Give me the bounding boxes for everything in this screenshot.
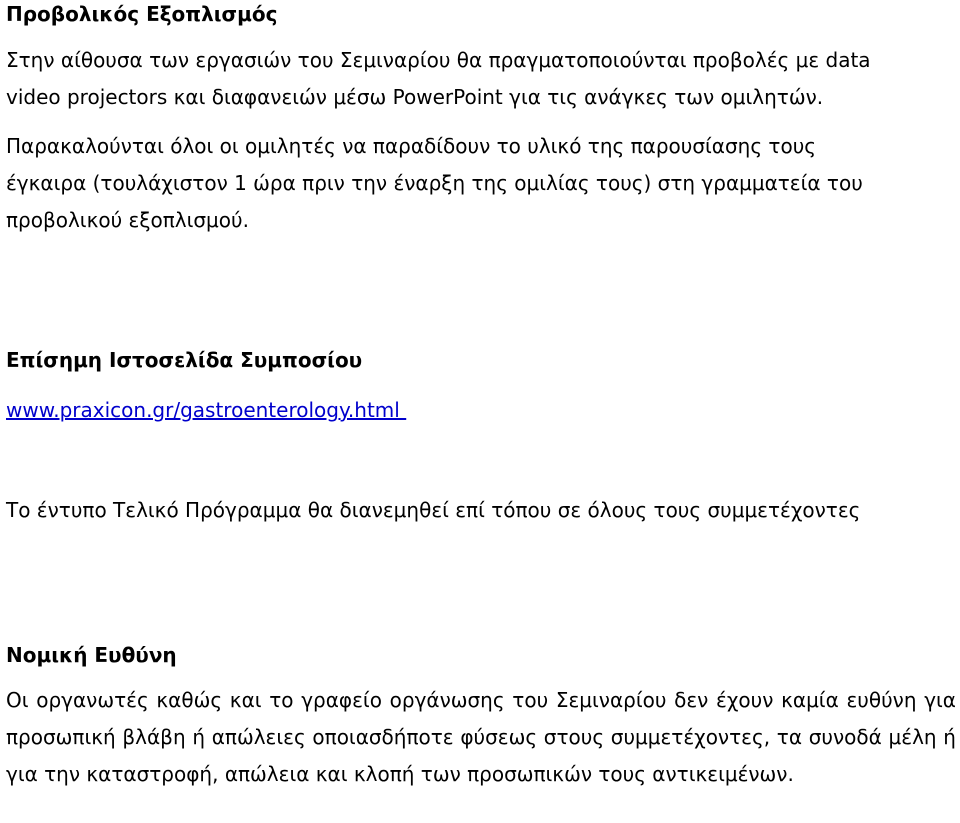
speakers-instructions-line: προβολικού εξοπλισμού. [6, 208, 249, 232]
projection-paragraph [6, 42, 871, 116]
projection-equipment-heading: Προβολικός Εξοπλισμός [6, 2, 278, 26]
speakers-instructions-paragraph [6, 128, 863, 239]
projection-paragraph-line: Στην αίθουσα των εργασιών του Σεμιναρίου θα πραγματοποιούνται προβολές με data [6, 48, 871, 72]
projection-paragraph-line: video projectors και διαφανειών μέσω PowerPoint για τις ανάγκες των ομιλητών. [6, 85, 824, 109]
official-website-heading: Επίσημη Ιστοσελίδα Συμποσίου [6, 348, 363, 372]
final-program-note: Το έντυπο Τελικό Πρόγραμμα θα διανεμηθεί επί τόπου σε όλους τους συμμετέχοντες [6, 498, 861, 522]
speakers-instructions-line: έγκαιρα (τουλάχιστον 1 ώρα πριν την έναρξη της ομιλίας τους) στη γραμματεία του [6, 171, 863, 195]
website-link[interactable]: www.praxicon.gr/gastroenterology.html [6, 398, 407, 422]
legal-liability-paragraph: Οι οργανωτές καθώς και το γραφείο οργάνωσης του Σεμιναρίου δεν έχουν καμία ευθύνη για προσωπική βλάβη ή απώλειες οποιασδήποτε φύσεως στους συμμετέχοντες, τα συνοδά μέλη ή για την καταστροφή, απώλεια και κλοπή των προσωπικών τους αντικειμένων. [6, 688, 956, 786]
speakers-instructions-line: Παρακαλούνται όλοι οι ομιλητές να παραδίδουν το υλικό της παρουσίασης τους [6, 134, 817, 158]
legal-liability-heading: Νομική Ευθύνη [6, 643, 177, 667]
